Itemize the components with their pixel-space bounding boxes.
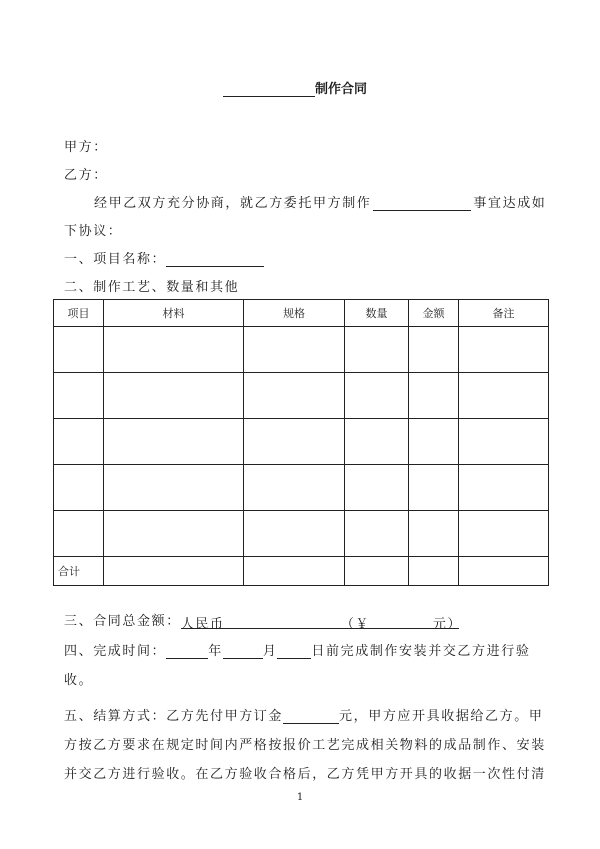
settlement-line-2: 方按乙方要求在规定时间内严格按报价工艺完成相关物料的成品制作、安装 [64,738,546,753]
table-cell[interactable] [345,419,409,465]
total-row [54,557,549,586]
year-blank[interactable] [166,643,208,659]
table-cell[interactable] [409,465,459,511]
party-b-label: 乙方： [64,168,108,183]
table-cell[interactable] [244,557,345,586]
commission-item-blank[interactable] [373,195,471,211]
intro-line-1-end: 事宜达成如 [473,196,547,211]
table-cell[interactable] [345,465,409,511]
settlement-start: 五、结算方式：乙方先付甲方订金 [64,709,284,724]
currency-label: 人民币 [180,617,225,632]
item-name-line [64,248,264,267]
total-amount-label: 三、合同总金额： [64,614,181,629]
table-row [54,465,549,511]
table-cell[interactable] [54,373,104,419]
item-name-blank[interactable] [166,251,264,267]
table-cell[interactable] [409,419,459,465]
contract-title [223,78,367,97]
table-cell[interactable] [244,511,345,557]
table-cell[interactable] [54,327,104,373]
total-amount-line [64,610,463,632]
header-remarks: 备注 [459,300,549,327]
table-cell[interactable] [54,419,104,465]
intro-line-1 [94,192,546,211]
table-cell[interactable] [244,465,345,511]
table-cell[interactable] [244,373,345,419]
completion-line-1 [64,640,530,659]
table-cell[interactable] [459,465,549,511]
header-amount: 金额 [409,300,459,327]
table-cell[interactable] [459,557,549,586]
table-cell[interactable] [345,373,409,419]
completion-line-2: 收。 [64,673,94,688]
table-cell[interactable] [345,511,409,557]
header-item: 项目 [54,300,104,327]
page-number: 1 [296,792,304,803]
table-row [54,327,549,373]
header-material: 材料 [104,300,244,327]
party-a-label: 甲方： [64,140,108,155]
craft-section-label: 二、制作工艺、数量和其他 [64,280,240,295]
month-blank[interactable] [223,643,263,659]
month-label: 月 [262,644,278,659]
yen-open: （￥ [340,617,371,632]
header-quantity: 数量 [345,300,409,327]
table-header-row [54,300,549,327]
intro-line-2: 下协议： [64,224,123,239]
settlement-line-3: 并交乙方进行验收。在乙方验收合格后，乙方凭甲方开具的收据一次性付清 [64,767,546,782]
table-cell[interactable] [459,327,549,373]
table-cell[interactable] [345,327,409,373]
table-cell[interactable] [104,511,244,557]
table-row [54,419,549,465]
table-cell[interactable] [54,511,104,557]
completion-tail: 日前完成制作安装并交乙方进行验 [311,644,531,659]
table-cell[interactable] [104,327,244,373]
table-cell[interactable] [244,419,345,465]
table-cell[interactable] [104,557,244,586]
table-row [54,373,549,419]
table-cell[interactable] [54,465,104,511]
table-cell[interactable] [104,419,244,465]
table-cell[interactable] [409,511,459,557]
table-cell[interactable] [345,557,409,586]
year-label: 年 [208,644,223,659]
table-cell[interactable] [409,557,459,586]
table-cell[interactable] [459,373,549,419]
table-cell[interactable] [409,327,459,373]
item-name-label: 一、项目名称： [64,252,167,267]
table-cell[interactable] [244,327,345,373]
header-spec: 规格 [244,300,345,327]
settlement-mid: 元，甲方应开具收据给乙方。甲 [339,709,544,724]
table-row [54,511,549,557]
title-text: 制作合同 [315,82,368,97]
deposit-blank[interactable] [283,708,339,724]
table-cell[interactable] [409,373,459,419]
intro-line-1-start: 经甲乙双方充分协商，就乙方委托甲方制作 [94,196,372,211]
total-label: 合计 [54,557,104,586]
settlement-line-1 [64,705,543,724]
table-cell[interactable] [104,465,244,511]
yen-close: 元） [432,617,463,632]
completion-label: 四、完成时间： [64,644,167,659]
total-amount-blank[interactable] [180,613,463,632]
title-blank[interactable] [223,81,315,97]
table-cell[interactable] [459,511,549,557]
table-cell[interactable] [104,373,244,419]
table-cell[interactable] [459,419,549,465]
day-blank[interactable] [277,643,311,659]
items-table [53,299,549,586]
